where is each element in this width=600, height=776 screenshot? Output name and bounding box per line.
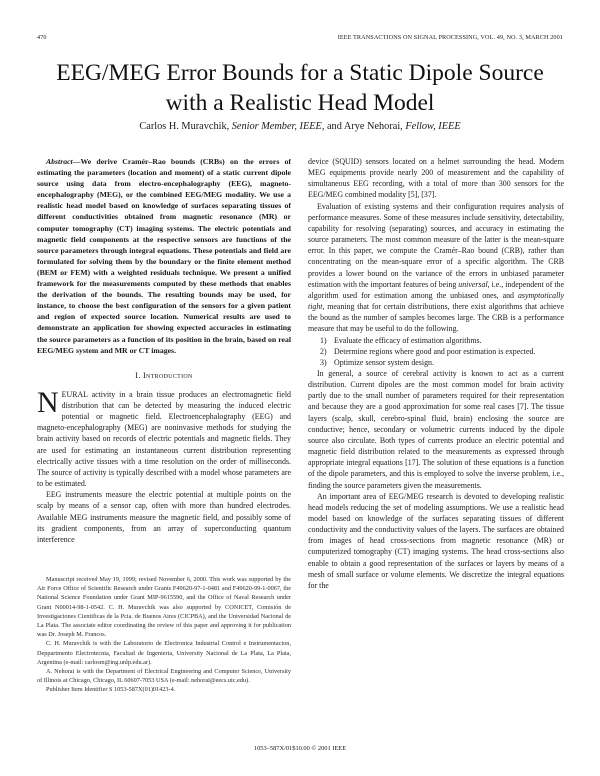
intro-paragraph-1 [37, 385, 291, 489]
intro-paragraph-1-text: EURAL activity in a brain tissue produces an electromagnetic field distribution that can be detected by measuring the induced electric potential or magnetic field. Electroencephalography (EEG) and magneto-encephalography (MEG) are noninvasive methods for studying the brain activity based on records of electric potentials and magnetic fields. They are used for estimating an instantaneous current distribution representing electrically active tissues with a time resolution on the order of milliseconds. The source of activity is typically described with a model whose parameters are to be estimated. [37, 389, 291, 489]
list-item [308, 346, 564, 357]
intro-paragraph-2: EEG instruments measure the electric potential at multiple points on the scalp by means of a sensor cap, often with more than hundred electrodes. Available MEG instruments measure the magnetic field, and possibly some of its gradient components, from an array of superconducting quantum interference [37, 490, 291, 544]
crb-uses-list [308, 335, 564, 368]
p3-text-c: , meaning that for certain distributions, there exist algorithms that achieve the bound as the number of samples becomes large. The CRB is a performance measure that may be useful to do the following. [308, 302, 564, 334]
abstract-label: Abstract [46, 157, 73, 166]
abstract [37, 156, 291, 356]
paper-title [20, 58, 580, 118]
list-number: 3) [320, 357, 327, 367]
intro-paragraph-3 [308, 201, 564, 335]
list-item [308, 357, 564, 368]
journal-header: IEEE TRANSACTIONS ON SIGNAL PROCESSING, VOL. 49, NO. 3, MARCH 2001 [337, 34, 563, 41]
author-1: Carlos H. Muravchik, [139, 121, 232, 132]
copyright-line: 1053–587X/01$10.00 © 2001 IEEE [253, 745, 347, 752]
section-title: Introduction [143, 370, 193, 380]
title-line-1: EEG/MEG Error Bounds for a Static Dipole Source [56, 60, 544, 86]
footnote-publisher-id: Publisher Item Identifier S 1053-587X(01)01423-4. [46, 686, 176, 694]
author-1-role: Senior Member, IEEE, [231, 121, 325, 132]
author-conjunction: and Arye Nehorai, [324, 121, 406, 132]
footnote-author-1: C. H. Muravchik is with the Laboratorio de Electronica Industrial Control e Instrumentacion, Deppartmento Electrotecnia, Facultad de Ingenieria, University Nacional de La Plata, La Plata, Argentina (e-mail: carlosm@ing.unlp.edu.ar). [37, 640, 291, 666]
list-number: 2) [320, 346, 327, 356]
section-number: I. [135, 370, 144, 380]
footnotes [37, 575, 291, 695]
drop-cap: N [37, 385, 59, 419]
footnote-author-2: A. Nehorai is with the Department of Electrical Engineering and Computer Science, University of Illinois at Chicago, Chicago, IL 60607-7053 USA (e-mail: nehorai@eecs.uic.edu). [37, 668, 291, 685]
p3-text-a: Evaluation of existing systems and their configuration requires analysis of performance measures. Some of these measures include sensitivity, detectability, capability for resolving (separating) sources, and accuracy in estimating the source parameters. The most common measure of the latter is the mean-square error. In this paper, we compute the Cramér–Rao bound (CRB), rather than concentrating on the mean-square error of a specific algorithm. The CRB provides a lower bound on the variance of the errors in unbiased parameter estimation with the important features of being [308, 201, 564, 289]
running-head [37, 34, 563, 44]
intro-paragraph-4: In general, a source of cerebral activity is known to act as a current distribution. Current dipoles are the most common model for brain activity partly due to the small number of parameters required for their representation and because they are a good approximation for some real cases [7]. The tissue layers (scalp, skull, cerebro-spinal fluid, brain) enclosing the source are conductive; hence, secondary or volumetric currents induced by the dipole source also circulate. Both types of currents produce an electric potential and magnetic field distribution related to the measurements as expressed through appropriate integral equations [17]. The solution of these equations is a function of the dipole parameters, and this is employed to solve the inverse problem, i.e., finding the source parameters given the measurements. [308, 368, 564, 490]
list-number: 1) [320, 335, 327, 345]
page-number: 470 [37, 34, 47, 41]
author-line [0, 121, 600, 132]
p3-emphasis-universal: universal [458, 279, 488, 289]
intro-paragraph-2-continued: device (SQUID) sensors located on a helmet surrounding the head. Modern MEG equipments provide nearly 200 of measurement and the capability of simultaneous EEG recording, with a total of more than 300 sensors for the EEG/MEG combined modality [5], [37]. [308, 157, 564, 200]
p3-emphasis-asymptotic: asymptotically tight [308, 290, 564, 312]
list-text: Evaluate the efficacy of estimation algorithms. [334, 335, 482, 345]
section-heading-introduction [37, 370, 291, 381]
footnote-manuscript: Manuscript received May 19, 1999; revised November 6, 2000. This work was supported by the Air Force Office of Scientific Research under Grants F49620-97-1-0481 and F49620-99-1-0067, the National Science Foundation under Grant MIP-9615590, and the Office of Naval Research under Grant N00014-98-1-0542. C. H. Muravchik was also supported by CONICET, Comisión de Investigaciones Cientificas de la Pcia. de Buenos Aires (CICPBA), and the Universidad Nacional de La Plata. The associate editor coordinating the review of this paper and approving it for publication was Dr. Joseph M. Francos. [37, 576, 291, 639]
abstract-text: —We derive Cramér–Rao bounds (CRBs) on the errors of estimating the parameters (location and moment) of a static current dipole source using data from electro-encephalography (EEG), magneto-encephalography (MEG), or the combined EEG/MEG modality. We use a realistic head model based on knowledge of surfaces separating tissues of different conductivities obtained from magnetic resonance (MR) or computer tomography (CT) imaging systems. The electric potentials and magnetic field components at the respective sensors are functions of the source parameters through integral equations. These potentials and field are formulated for solving them by the boundary or the finite element method (BEM or FEM) with a weighted residuals technique. We present a unified framework for the measurements computed by these methods that enables the derivation of the bounds. The resulting bounds may be used, for instance, to choose the best configuration of the sensors for a given patient and region of expected source location. Numerical results are used to demonstrate an application for showing expected accuracies in estimating the source parameters as a function of its position in the brain, based on real EEG/MEG system and MR or CT images. [37, 157, 291, 355]
list-text: Optimize sensor system design. [334, 357, 434, 367]
list-text: Determine regions where good and poor estimation is expected. [334, 346, 536, 356]
intro-paragraph-5: An important area of EEG/MEG research is devoted to developing realistic head models reducing the set of modeling assumptions. We use a realistic head model based on knowledge of the surfaces separating tissues of different conductivity and the conductivity values of the layers. The surfaces are obtained from images of head cross-sections from magnetic resonance (MR) or computerized tomography (CT) imaging systems. The head cross-sections also enable to obtain a good representation of the surfaces or layers by means of a mesh of small surface or volume elements. We discretize the integral equations for the [308, 491, 564, 590]
right-column [308, 156, 564, 591]
p3-text-b: , i.e., independent of the algorithm used for estimation among the unbiased ones, and [308, 279, 564, 300]
author-2-role: Fellow, IEEE [405, 121, 461, 132]
list-item [308, 335, 564, 346]
title-line-2: with a Realistic Head Model [165, 90, 435, 116]
left-column [37, 156, 291, 545]
